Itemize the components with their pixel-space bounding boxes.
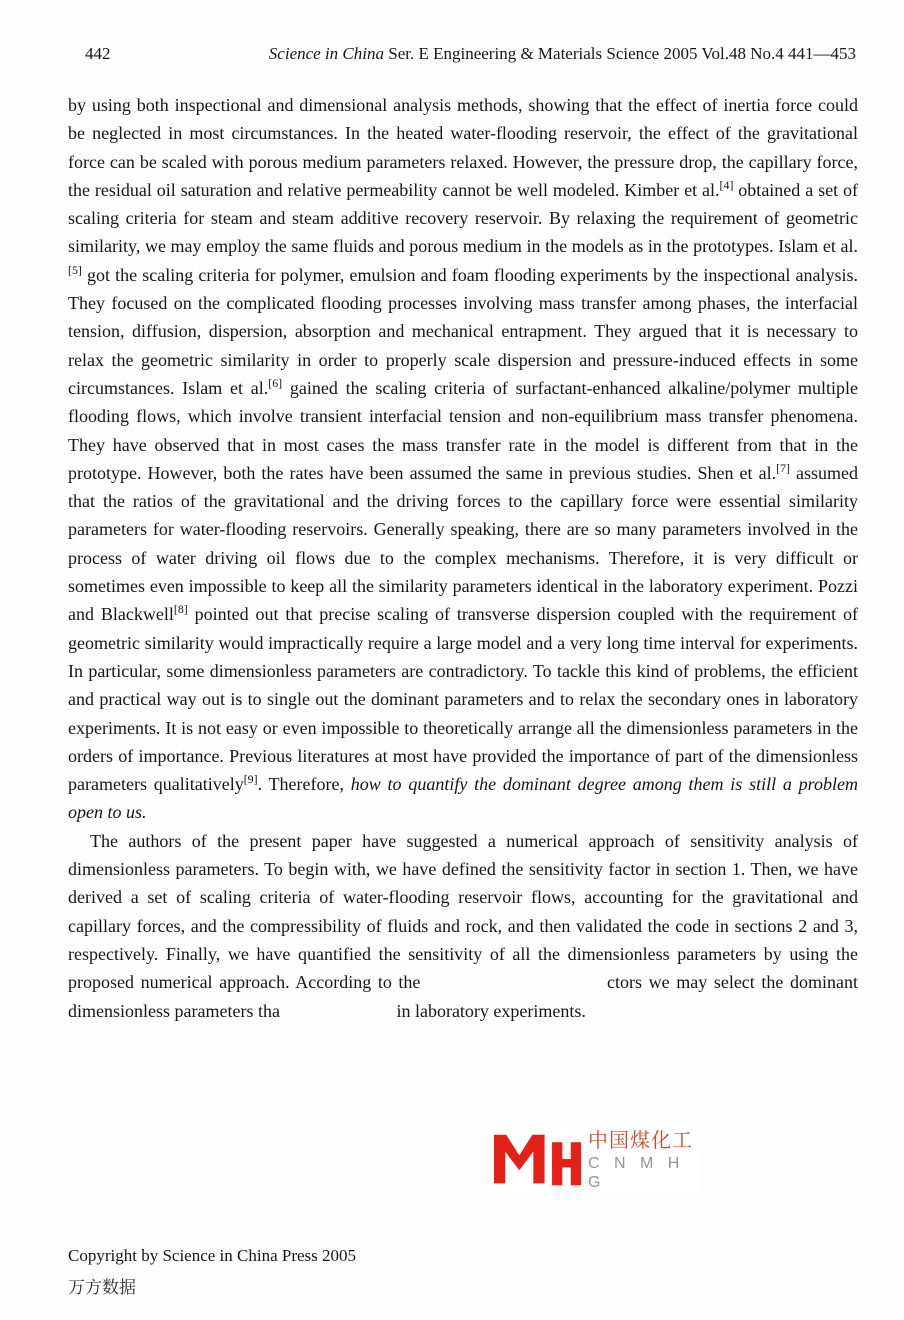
page-number: 442 <box>85 44 111 63</box>
journal-title: Science in China <box>268 44 384 63</box>
article-body <box>68 91 858 1025</box>
paragraph-2: The authors of the present paper have suggested a numerical approach of sensitivity analysis of dimensionless parameters. To begin with, we have defined the sensitivity factor in section 1. Then, we have derived a set of scaling criteria of water-flooding reservoir flows, accounting for the gravitational and capillary forces, and the compressibility of fluids and rock, and then validated the code in sections 2 and 3, respectively. Finally, we have quantified the sensitivity of all the dimensionless parameters by using the proposed numerical approach. According to the ctors we may select the dominant dimensionless parameters tha in laboratory experiments. <box>68 830 858 1021</box>
copyright-line: Copyright by Science in China Press 2005 <box>68 1246 357 1265</box>
watermark-cnmhg <box>494 1123 698 1197</box>
cnmhg-logo-icon <box>494 1132 582 1188</box>
wanfang-data-stamp: 万方数据 <box>68 1278 136 1297</box>
watermark-latin-text: C N M H G <box>588 1154 685 1191</box>
journal-header-line <box>269 44 856 64</box>
page-footer <box>68 1246 356 1298</box>
paragraph-1: by using both inspectional and dimensional analysis methods, showing that the effect of inertia force could be neglected in most circumstances. In the heated water-flooding reservoir, the effect of the gravitational force can be scaled with porous medium parameters relaxed. However, the pressure drop, the capillary force, the residual oil saturation and relative permeability cannot be well modeled. Kimber et al.[4] obtained a set of scaling criteria for steam and steam additive recovery reservoir. By relaxing the requirement of geometric similarity, we may employ the same fluids and porous medium in the models as in the prototypes. Islam et al.[5] got the scaling criteria for polymer, emulsion and foam flooding experiments by the inspectional analysis. They focused on the complicated flooding processes involving mass transfer among phases, the interfacial tension, diffusion, dispersion, absorption and mechanical entrapment. They argued that it is necessary to relax the geometric similarity in order to properly scale dispersion and pressure-induced effects in some circumstances. Islam et al.[6] gained the scaling criteria of surfactant-enhanced alkaline/polymer multiple flooding flows, which involve transient interfacial tension and non-equilibrium mass transfer phenomena. They have observed that in most cases the mass transfer rate in the model is different from that in the prototype. However, both the rates have been assumed the same in previous studies. Shen et al.[7] assumed that the ratios of the gravitational and the driving forces to the capillary force were essential similarity parameters for water-flooding reservoirs. Generally speaking, there are so many parameters involved in the process of water driving oil flows due to the complex mechanisms. Therefore, it is very difficult or sometimes even impossible to keep all the similarity parameters identical in the laboratory experiment. Pozzi and Blackwell[8] pointed out that precise scaling of transverse dispersion coupled with the requirement of geometric similarity would impractically require a large model and a very long time interval for experiments. In particular, some dimensionless parameters are contradictory. To tackle this kind of problems, the efficient and practical way out is to single out the dominant parameters and to relax the secondary ones in laboratory experiments. It is not easy or even impossible to theoretically arrange all the dimensionless parameters in the orders of importance. Previous literatures at most have provided the importance of part of the dimensionless parameters qualitatively[9]. Therefore, how to quantify the dominant degree among them is still a problem open to us. <box>68 95 858 823</box>
watermark-text <box>588 1128 698 1192</box>
watermark-chinese-text: 中国煤化工 <box>588 1129 693 1152</box>
journal-issue-info: Ser. E Engineering & Materials Science 2005 Vol.48 No.4 441—453 <box>384 44 856 63</box>
page-header <box>0 44 904 66</box>
